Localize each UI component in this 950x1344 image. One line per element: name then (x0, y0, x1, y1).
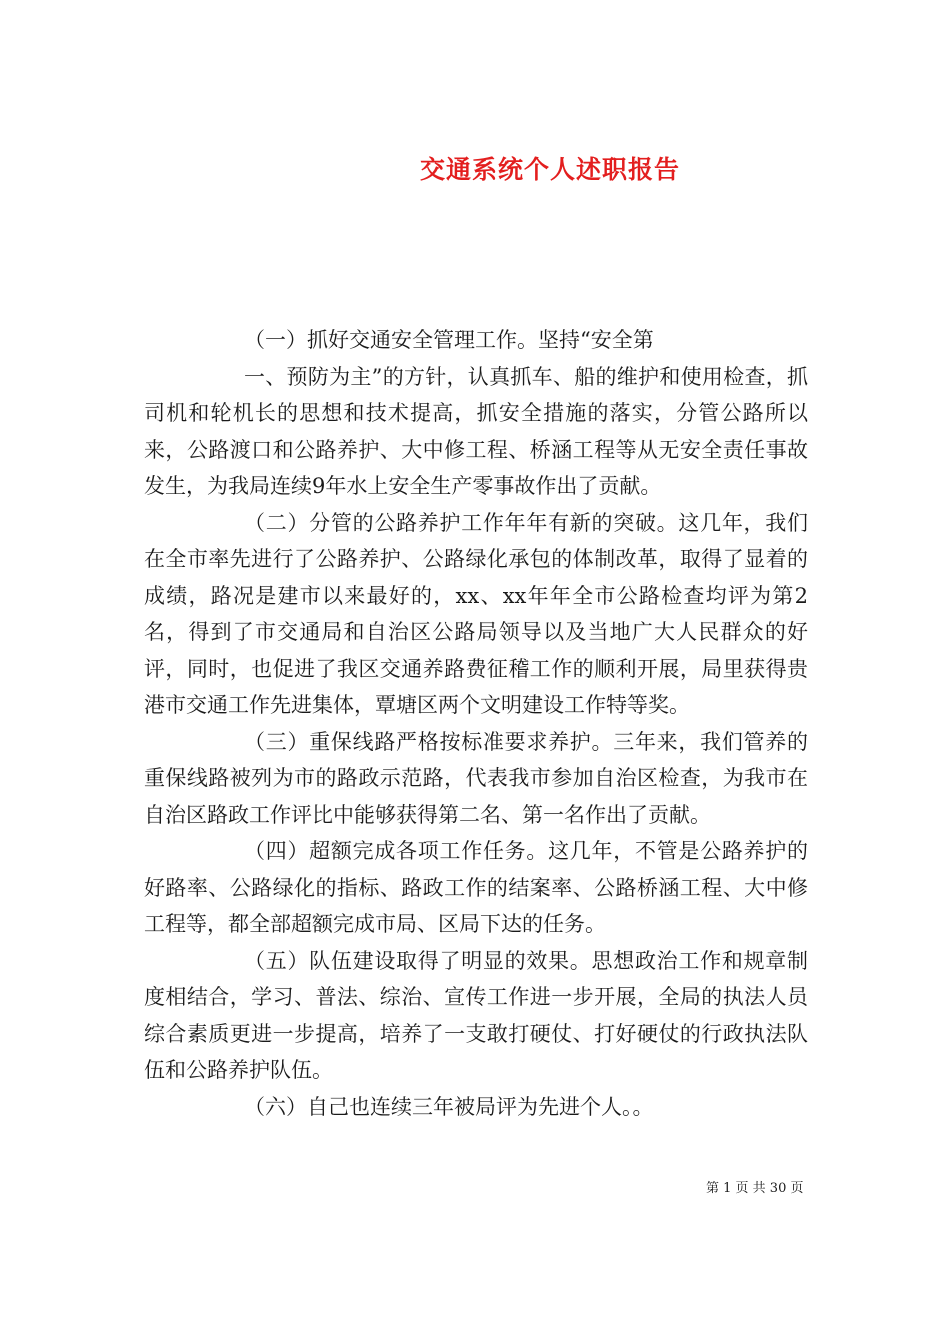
page-title: 交通系统个人述职报告 (419, 154, 680, 184)
paragraph-1: （一）抓好交通安全管理工作。坚持“安全第 (244, 328, 654, 352)
paragraph-5: （四）超额完成各项工作任务。这几年，不管是公路养护的好路率、公路绿化的指标、路政工作的结案率、公路桥涵工程、大中修工程等，都全部超额完成市局、区局下达的任务。 (144, 839, 808, 936)
document-body (144, 322, 808, 1125)
paragraph-3: （二）分管的公路养护工作年年有新的突破。这几年，我们在全市率先进行了公路养护、公路绿化承包的体制改革，取得了显着的成绩，路况是建市以来最好的，xx、xx年年全市公路检查均评为第2名，得到了市交通局和自治区公路局领导以及当地广大人民群众的好评，同时，也促进了我区交通养路费征稽工作的顺利开展，局里获得贵港市交通工作先进集体，覃塘区两个文明建设工作特等奖。 (144, 510, 808, 717)
paragraph-4: （三）重保线路严格按标准要求养护。三年来，我们管养的重保线路被列为市的路政示范路，代表我市参加自治区检查，为我市在自治区路政工作评比中能够获得第二名、第一名作出了贡献。 (144, 729, 808, 827)
paragraph-2: 一、预防为主”的方针，认真抓车、船的维护和使用检查，抓司机和轮机长的思想和技术提高，抓安全措施的落实，分管公路所以来，公路渡口和公路养护、大中修工程、桥涵工程等从无安全责任事故发生，为我局连续9年水上安全生产零事故作出了贡献。 (144, 364, 808, 498)
paragraph-6: （五）队伍建设取得了明显的效果。思想政治工作和规章制度相结合，学习、普法、综治、宣传工作进一步开展，全局的执法人员综合素质更进一步提高，培养了一支敢打硬仗、打好硬仗的行政执法队伍和公路养护队伍。 (144, 948, 808, 1082)
paragraph-7: （六）自己也连续三年被局评为先进个人。。 (244, 1094, 654, 1119)
page-number-footer: 第 1 页 共 30 页 (706, 1181, 804, 1196)
